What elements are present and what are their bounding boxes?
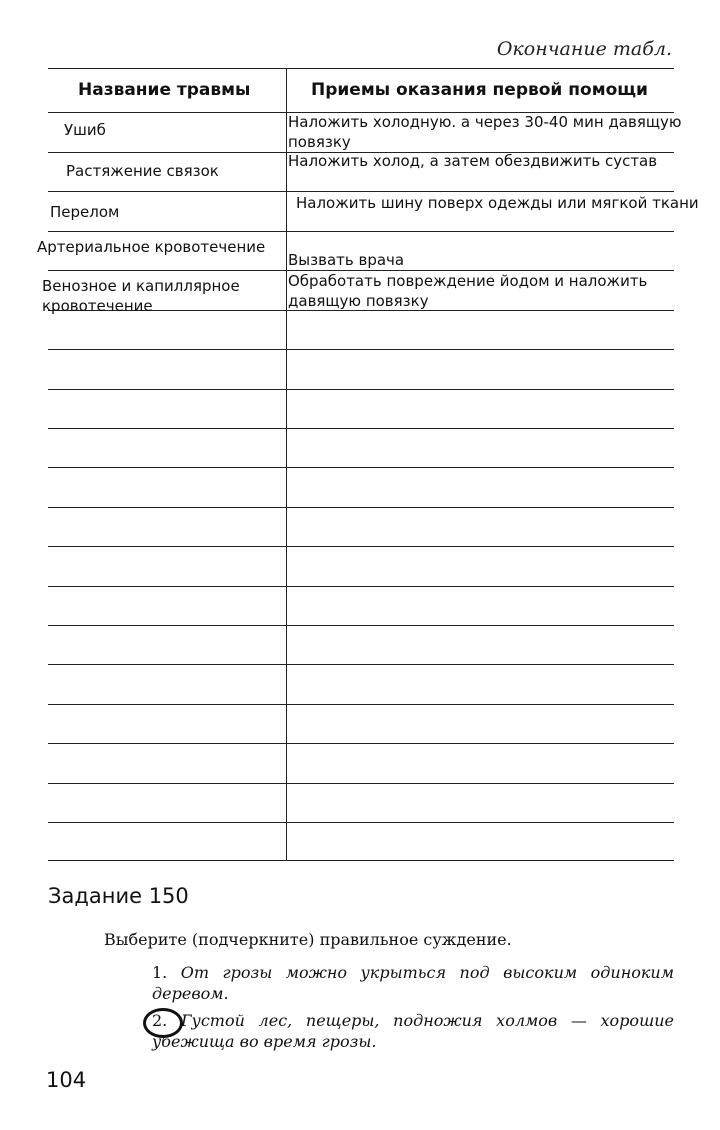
option-number: 2. — [152, 1011, 168, 1030]
cell-injury: Растяжение связок — [66, 162, 219, 180]
row-line — [48, 467, 674, 468]
row-line — [48, 191, 674, 192]
row-line — [48, 625, 674, 626]
option-number: 1. — [152, 963, 168, 982]
cell-first-aid: Обработать повреждение йодом и наложить давящую повязку — [288, 272, 648, 310]
cell-first-aid: Вызвать врача — [288, 251, 405, 269]
option-text: Густой лес, пещеры, подножия холмов — хорошие убежища во время грозы. — [152, 1011, 674, 1051]
cell-injury: Ушиб — [64, 121, 106, 139]
cell-first-aid: Наложить холодную. а через 30-40 мин давящую повязку — [288, 113, 682, 151]
cell-injury: Венозное и капиллярное кровотечение — [42, 277, 240, 315]
row-line — [48, 389, 674, 390]
task-instruction: Выберите (подчеркните) правильное суждение. — [104, 930, 512, 949]
cell-injury: Артериальное кровотечение — [37, 238, 266, 256]
row-line — [48, 743, 674, 744]
option-text: От грозы можно укрыться под высоким одиноким деревом. — [152, 963, 675, 1003]
page-number: 104 — [46, 1068, 87, 1092]
table-continuation-caption: Окончание табл. — [496, 38, 672, 60]
row-line — [48, 783, 674, 784]
table-bottom-border — [48, 860, 674, 861]
row-line — [48, 507, 674, 508]
row-line — [48, 231, 674, 232]
column-header-first-aid: Приемы оказания первой помощи — [311, 80, 648, 100]
row-line — [48, 546, 674, 547]
row-line — [48, 349, 674, 350]
row-line — [48, 586, 674, 587]
judgement-option-2[interactable] — [152, 1010, 674, 1052]
task-title: Задание 150 — [48, 884, 189, 908]
cell-injury: Перелом — [50, 203, 120, 221]
judgement-option-1[interactable] — [152, 962, 674, 1004]
row-line — [48, 822, 674, 823]
column-divider — [286, 68, 287, 860]
cell-first-aid: Наложить холод, а затем обездвижить сустав — [288, 152, 658, 170]
row-line — [48, 704, 674, 705]
row-line — [48, 664, 674, 665]
table-top-border — [48, 68, 674, 69]
cell-first-aid: Наложить шину поверх одежды или мягкой ткани — [296, 194, 699, 212]
column-header-injury: Название травмы — [78, 80, 251, 100]
row-line — [48, 428, 674, 429]
